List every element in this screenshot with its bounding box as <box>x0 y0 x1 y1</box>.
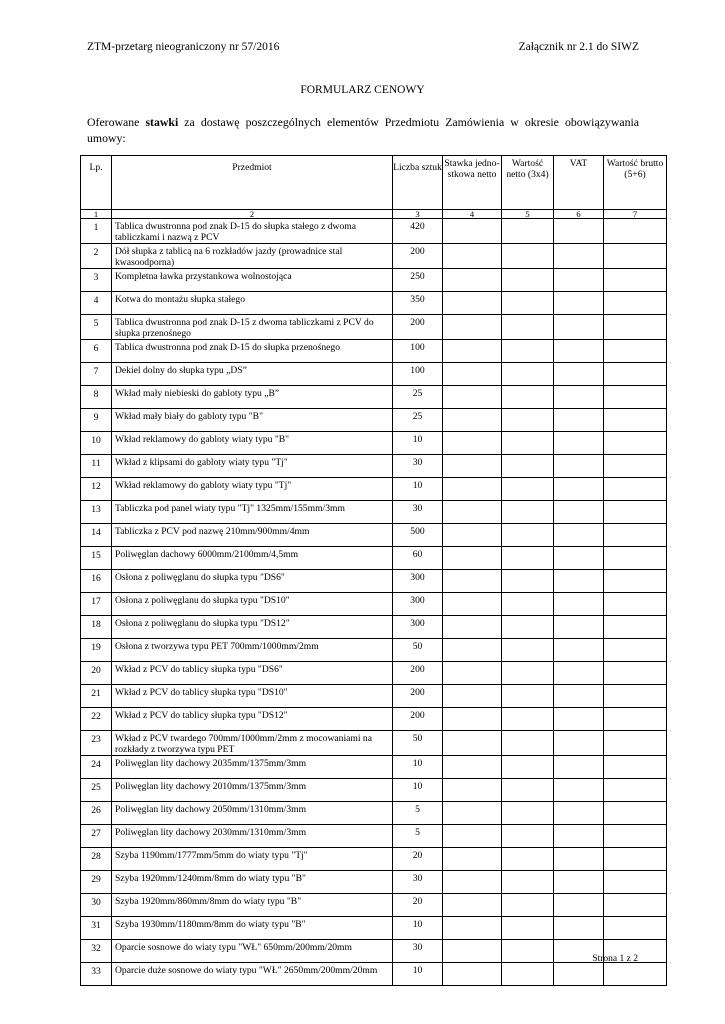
row-item-description: Tablica dwustronna pod znak D-15 z dwoma tabliczkami z PCV do słupka przenośnego <box>112 315 393 340</box>
row-unit-rate-cell <box>443 524 502 547</box>
row-item-description: Poliwęglan lity dachowy 2010mm/1375mm/3mm <box>112 779 393 802</box>
row-gross-value-cell <box>604 593 667 616</box>
table-row <box>81 848 667 871</box>
row-lp: 26 <box>81 802 112 825</box>
row-unit-rate-cell <box>443 639 502 662</box>
col-header-gross-value-text: Wartość brutto (5+6) <box>606 158 664 180</box>
row-lp: 17 <box>81 593 112 616</box>
row-unit-rate-cell <box>443 779 502 802</box>
row-vat-cell <box>554 386 604 409</box>
table-row <box>81 363 667 386</box>
row-gross-value-cell <box>604 848 667 871</box>
row-vat-cell <box>554 409 604 432</box>
row-vat-cell <box>554 708 604 731</box>
row-gross-value-cell <box>604 616 667 639</box>
row-item-description: Wkład z PCV do tablicy słupka typu "DS12" <box>112 708 393 731</box>
row-lp: 31 <box>81 917 112 940</box>
row-net-value-cell <box>502 894 554 917</box>
row-item-description: Wkład mały niebieski do gabloty typu „B” <box>112 386 393 409</box>
column-number: 1 <box>81 210 112 219</box>
row-gross-value-cell <box>604 501 667 524</box>
column-number: 2 <box>112 210 393 219</box>
table-row <box>81 802 667 825</box>
row-vat-cell <box>554 593 604 616</box>
row-item-description: Wkład z PCV twardego 700mm/1000mm/2mm z mocowaniami na rozkłady z tworzywa typu PET <box>112 731 393 756</box>
row-unit-rate-cell <box>443 219 502 244</box>
row-quantity: 60 <box>393 547 443 570</box>
row-item-description: Kotwa do montażu słupka stałego <box>112 292 393 315</box>
row-net-value-cell <box>502 269 554 292</box>
row-net-value-cell <box>502 547 554 570</box>
row-lp: 14 <box>81 524 112 547</box>
intro-paragraph <box>87 114 639 146</box>
row-gross-value-cell <box>604 825 667 848</box>
row-item-description: Wkład z klipsami do gabloty wiaty typu "Tj" <box>112 455 393 478</box>
table-row <box>81 894 667 917</box>
row-unit-rate-cell <box>443 848 502 871</box>
row-unit-rate-cell <box>443 593 502 616</box>
table-row <box>81 455 667 478</box>
row-lp: 12 <box>81 478 112 501</box>
row-item-description: Szyba 1930mm/1180mm/8mm do wiaty typu "B" <box>112 917 393 940</box>
table-row <box>81 524 667 547</box>
col-header-net-value <box>502 156 554 210</box>
row-gross-value-cell <box>604 570 667 593</box>
row-unit-rate-cell <box>443 917 502 940</box>
row-lp: 13 <box>81 501 112 524</box>
table-row <box>81 570 667 593</box>
row-gross-value-cell <box>604 524 667 547</box>
row-lp: 18 <box>81 616 112 639</box>
row-net-value-cell <box>502 386 554 409</box>
row-net-value-cell <box>502 639 554 662</box>
row-unit-rate-cell <box>443 940 502 963</box>
row-lp: 27 <box>81 825 112 848</box>
table-row <box>81 269 667 292</box>
col-header-lp-text: Lp. <box>89 162 103 173</box>
row-quantity: 420 <box>393 219 443 244</box>
row-net-value-cell <box>502 409 554 432</box>
row-quantity: 30 <box>393 871 443 894</box>
row-unit-rate-cell <box>443 802 502 825</box>
table-row <box>81 386 667 409</box>
intro-text-end: za dostawę poszczególnych elementów Przedmiotu Zamówienia w okresie obowiązywania umowy: <box>87 115 639 145</box>
row-quantity: 500 <box>393 524 443 547</box>
row-unit-rate-cell <box>443 432 502 455</box>
page-title: FORMULARZ CENOWY <box>300 84 425 96</box>
row-vat-cell <box>554 315 604 340</box>
table-row <box>81 639 667 662</box>
table-row <box>81 963 667 986</box>
row-net-value-cell <box>502 963 554 986</box>
row-item-description: Wkład reklamowy do gabloty wiaty typu "Tj" <box>112 478 393 501</box>
row-lp: 22 <box>81 708 112 731</box>
row-gross-value-cell <box>604 292 667 315</box>
row-unit-rate-cell <box>443 662 502 685</box>
row-lp: 10 <box>81 432 112 455</box>
row-unit-rate-cell <box>443 244 502 269</box>
table-row <box>81 547 667 570</box>
table-row <box>81 685 667 708</box>
row-quantity: 20 <box>393 894 443 917</box>
row-unit-rate-cell <box>443 825 502 848</box>
row-quantity: 200 <box>393 662 443 685</box>
table-row <box>81 501 667 524</box>
column-number: 3 <box>393 210 443 219</box>
table-row <box>81 616 667 639</box>
table-row <box>81 340 667 363</box>
row-gross-value-cell <box>604 432 667 455</box>
row-vat-cell <box>554 363 604 386</box>
row-vat-cell <box>554 917 604 940</box>
row-vat-cell <box>554 269 604 292</box>
row-quantity: 350 <box>393 292 443 315</box>
row-item-description: Szyba 1920mm/1240mm/8mm do wiaty typu "B" <box>112 871 393 894</box>
row-gross-value-cell <box>604 779 667 802</box>
row-item-description: Tabliczka pod panel wiaty typu "Tj" 1325mm/155mm/3mm <box>112 501 393 524</box>
row-vat-cell <box>554 524 604 547</box>
row-unit-rate-cell <box>443 363 502 386</box>
table-row <box>81 662 667 685</box>
row-gross-value-cell <box>604 315 667 340</box>
row-vat-cell <box>554 825 604 848</box>
price-form-table <box>80 155 667 986</box>
row-item-description: Osłona z poliwęglanu do słupka typu "DS10" <box>112 593 393 616</box>
row-item-description: Wkład mały biały do gabloty typu "B" <box>112 409 393 432</box>
row-net-value-cell <box>502 708 554 731</box>
row-quantity: 5 <box>393 825 443 848</box>
row-vat-cell <box>554 244 604 269</box>
row-quantity: 50 <box>393 639 443 662</box>
row-gross-value-cell <box>604 363 667 386</box>
row-quantity: 50 <box>393 731 443 756</box>
row-quantity: 30 <box>393 940 443 963</box>
row-gross-value-cell <box>604 685 667 708</box>
row-gross-value-cell <box>604 802 667 825</box>
table-row <box>81 432 667 455</box>
row-net-value-cell <box>502 917 554 940</box>
row-lp: 1 <box>81 219 112 244</box>
row-vat-cell <box>554 478 604 501</box>
row-item-description: Szyba 1190mm/1777mm/5mm do wiaty typu "Tj" <box>112 848 393 871</box>
row-vat-cell <box>554 731 604 756</box>
row-gross-value-cell <box>604 871 667 894</box>
intro-bold-word: stawki <box>145 115 179 129</box>
row-net-value-cell <box>502 593 554 616</box>
row-net-value-cell <box>502 478 554 501</box>
row-vat-cell <box>554 340 604 363</box>
row-gross-value-cell <box>604 756 667 779</box>
row-net-value-cell <box>502 825 554 848</box>
header-tender-reference: ZTM-przetarg nieograniczony nr 57/2016 <box>87 41 280 53</box>
table-row <box>81 825 667 848</box>
row-item-description: Tablica dwustronna pod znak D-15 do słupka stałego z dwoma tabliczkami i nazwą z PCV <box>112 219 393 244</box>
row-unit-rate-cell <box>443 708 502 731</box>
row-vat-cell <box>554 219 604 244</box>
column-number: 6 <box>554 210 604 219</box>
row-vat-cell <box>554 685 604 708</box>
column-number-row <box>81 210 667 219</box>
row-unit-rate-cell <box>443 315 502 340</box>
row-lp: 32 <box>81 940 112 963</box>
row-vat-cell <box>554 662 604 685</box>
table-row <box>81 779 667 802</box>
row-item-description: Dekiel dolny do słupka typu „DS” <box>112 363 393 386</box>
row-net-value-cell <box>502 848 554 871</box>
row-gross-value-cell <box>604 731 667 756</box>
row-item-description: Oparcie duże sosnowe do wiaty typu "WŁ" 2650mm/200mm/20mm <box>112 963 393 986</box>
row-unit-rate-cell <box>443 731 502 756</box>
row-unit-rate-cell <box>443 894 502 917</box>
row-gross-value-cell <box>604 478 667 501</box>
row-item-description: Tablica dwustronna pod znak D-15 do słupka przenośnego <box>112 340 393 363</box>
col-header-quantity-text: Liczba sztuk <box>393 162 442 173</box>
row-vat-cell <box>554 848 604 871</box>
row-net-value-cell <box>502 340 554 363</box>
row-vat-cell <box>554 963 604 986</box>
column-number: 4 <box>443 210 502 219</box>
col-header-vat <box>554 156 604 210</box>
table-row <box>81 871 667 894</box>
row-lp: 8 <box>81 386 112 409</box>
row-net-value-cell <box>502 871 554 894</box>
row-lp: 21 <box>81 685 112 708</box>
row-vat-cell <box>554 871 604 894</box>
table-row <box>81 731 667 756</box>
table-row <box>81 478 667 501</box>
row-quantity: 200 <box>393 708 443 731</box>
row-item-description: Tabliczka z PCV pod nazwę 210mm/900mm/4mm <box>112 524 393 547</box>
row-quantity: 20 <box>393 848 443 871</box>
row-vat-cell <box>554 455 604 478</box>
row-net-value-cell <box>502 802 554 825</box>
row-vat-cell <box>554 639 604 662</box>
row-net-value-cell <box>502 779 554 802</box>
row-net-value-cell <box>502 363 554 386</box>
row-quantity: 300 <box>393 593 443 616</box>
column-number: 5 <box>502 210 554 219</box>
row-net-value-cell <box>502 244 554 269</box>
row-vat-cell <box>554 570 604 593</box>
row-quantity: 30 <box>393 455 443 478</box>
row-net-value-cell <box>502 315 554 340</box>
row-vat-cell <box>554 547 604 570</box>
row-gross-value-cell <box>604 963 667 986</box>
row-net-value-cell <box>502 501 554 524</box>
row-unit-rate-cell <box>443 478 502 501</box>
table-row <box>81 219 667 244</box>
row-vat-cell <box>554 779 604 802</box>
row-quantity: 25 <box>393 386 443 409</box>
row-lp: 24 <box>81 756 112 779</box>
col-header-item-text: Przedmiot <box>232 162 272 173</box>
row-gross-value-cell <box>604 269 667 292</box>
row-lp: 3 <box>81 269 112 292</box>
row-lp: 19 <box>81 639 112 662</box>
table-row <box>81 244 667 269</box>
row-quantity: 200 <box>393 315 443 340</box>
row-net-value-cell <box>502 616 554 639</box>
row-unit-rate-cell <box>443 386 502 409</box>
row-net-value-cell <box>502 292 554 315</box>
row-gross-value-cell <box>604 917 667 940</box>
row-item-description: Wkład z PCV do tablicy słupka typu "DS6" <box>112 662 393 685</box>
row-unit-rate-cell <box>443 685 502 708</box>
row-unit-rate-cell <box>443 292 502 315</box>
col-header-lp <box>81 156 112 210</box>
row-item-description: Poliwęglan dachowy 6000mm/2100mm/4,5mm <box>112 547 393 570</box>
row-vat-cell <box>554 501 604 524</box>
row-unit-rate-cell <box>443 756 502 779</box>
row-lp: 20 <box>81 662 112 685</box>
row-gross-value-cell <box>604 662 667 685</box>
row-gross-value-cell <box>604 894 667 917</box>
row-gross-value-cell <box>604 409 667 432</box>
table-row <box>81 292 667 315</box>
table-row <box>81 315 667 340</box>
row-lp: 5 <box>81 315 112 340</box>
row-net-value-cell <box>502 219 554 244</box>
row-item-description: Oparcie sosnowe do wiaty typu "WŁ" 650mm/200mm/20mm <box>112 940 393 963</box>
row-unit-rate-cell <box>443 547 502 570</box>
row-quantity: 5 <box>393 802 443 825</box>
row-net-value-cell <box>502 432 554 455</box>
row-vat-cell <box>554 616 604 639</box>
row-lp: 16 <box>81 570 112 593</box>
row-lp: 6 <box>81 340 112 363</box>
row-item-description: Poliwęglan lity dachowy 2030mm/1310mm/3mm <box>112 825 393 848</box>
row-lp: 23 <box>81 731 112 756</box>
row-unit-rate-cell <box>443 455 502 478</box>
row-quantity: 10 <box>393 756 443 779</box>
row-item-description: Osłona z poliwęglanu do słupka typu "DS6" <box>112 570 393 593</box>
row-gross-value-cell <box>604 340 667 363</box>
row-gross-value-cell <box>604 386 667 409</box>
col-header-item <box>112 156 393 210</box>
row-gross-value-cell <box>604 244 667 269</box>
col-header-net-value-text: Wartość netto (3x4) <box>506 158 549 180</box>
row-quantity: 25 <box>393 409 443 432</box>
row-lp: 28 <box>81 848 112 871</box>
row-net-value-cell <box>502 685 554 708</box>
row-lp: 9 <box>81 409 112 432</box>
row-item-description: Dół słupka z tablicą na 6 rozkładów jazdy (prowadnice stal kwasoodporna) <box>112 244 393 269</box>
row-gross-value-cell <box>604 455 667 478</box>
row-unit-rate-cell <box>443 871 502 894</box>
table-header-row <box>81 156 667 210</box>
row-item-description: Osłona z tworzywa typu PET 700mm/1000mm/2mm <box>112 639 393 662</box>
row-item-description: Szyba 1920mm/860mm/8mm do wiaty typu "B" <box>112 894 393 917</box>
row-vat-cell <box>554 756 604 779</box>
row-unit-rate-cell <box>443 501 502 524</box>
page-number: Strona 1 z 2 <box>592 954 638 964</box>
row-vat-cell <box>554 292 604 315</box>
col-header-vat-text: VAT <box>569 158 588 169</box>
row-item-description: Wkład reklamowy do gabloty wiaty typu "B" <box>112 432 393 455</box>
col-header-unit-rate <box>443 156 502 210</box>
row-unit-rate-cell <box>443 963 502 986</box>
row-item-description: Kompletna ławka przystankowa wolnostojąca <box>112 269 393 292</box>
table-row <box>81 593 667 616</box>
row-quantity: 300 <box>393 616 443 639</box>
row-quantity: 100 <box>393 363 443 386</box>
row-quantity: 300 <box>393 570 443 593</box>
table-row <box>81 940 667 963</box>
row-unit-rate-cell <box>443 409 502 432</box>
row-unit-rate-cell <box>443 269 502 292</box>
row-quantity: 10 <box>393 779 443 802</box>
table-row <box>81 917 667 940</box>
row-lp: 30 <box>81 894 112 917</box>
table-row <box>81 409 667 432</box>
row-vat-cell <box>554 432 604 455</box>
row-net-value-cell <box>502 940 554 963</box>
row-quantity: 10 <box>393 432 443 455</box>
row-quantity: 10 <box>393 917 443 940</box>
row-vat-cell <box>554 894 604 917</box>
row-lp: 33 <box>81 963 112 986</box>
row-item-description: Poliwęglan lity dachowy 2050mm/1310mm/3mm <box>112 802 393 825</box>
row-lp: 11 <box>81 455 112 478</box>
row-gross-value-cell <box>604 547 667 570</box>
column-number: 7 <box>604 210 667 219</box>
row-quantity: 250 <box>393 269 443 292</box>
row-gross-value-cell <box>604 708 667 731</box>
row-item-description: Osłona z poliwęglanu do słupka typu "DS12" <box>112 616 393 639</box>
row-quantity: 200 <box>393 685 443 708</box>
row-lp: 25 <box>81 779 112 802</box>
row-gross-value-cell <box>604 219 667 244</box>
row-unit-rate-cell <box>443 616 502 639</box>
row-vat-cell <box>554 802 604 825</box>
row-unit-rate-cell <box>443 570 502 593</box>
row-quantity: 10 <box>393 963 443 986</box>
row-unit-rate-cell <box>443 340 502 363</box>
col-header-quantity <box>393 156 443 210</box>
row-gross-value-cell <box>604 639 667 662</box>
row-lp: 29 <box>81 871 112 894</box>
row-lp: 2 <box>81 244 112 269</box>
row-lp: 15 <box>81 547 112 570</box>
col-header-gross-value <box>604 156 667 210</box>
table-row <box>81 756 667 779</box>
row-quantity: 200 <box>393 244 443 269</box>
table-row <box>81 708 667 731</box>
row-quantity: 10 <box>393 478 443 501</box>
row-net-value-cell <box>502 662 554 685</box>
row-net-value-cell <box>502 570 554 593</box>
row-lp: 7 <box>81 363 112 386</box>
col-header-unit-rate-text: Stawka jedno-stkowa netto <box>444 158 500 180</box>
row-lp: 4 <box>81 292 112 315</box>
row-quantity: 100 <box>393 340 443 363</box>
header-attachment-number: Załącznik nr 2.1 do SIWZ <box>518 41 639 53</box>
row-net-value-cell <box>502 455 554 478</box>
row-item-description: Wkład z PCV do tablicy słupka typu "DS10" <box>112 685 393 708</box>
intro-text-start: Oferowane <box>87 115 146 129</box>
row-net-value-cell <box>502 524 554 547</box>
row-quantity: 30 <box>393 501 443 524</box>
row-item-description: Poliwęglan lity dachowy 2035mm/1375mm/3mm <box>112 756 393 779</box>
row-net-value-cell <box>502 756 554 779</box>
row-net-value-cell <box>502 731 554 756</box>
